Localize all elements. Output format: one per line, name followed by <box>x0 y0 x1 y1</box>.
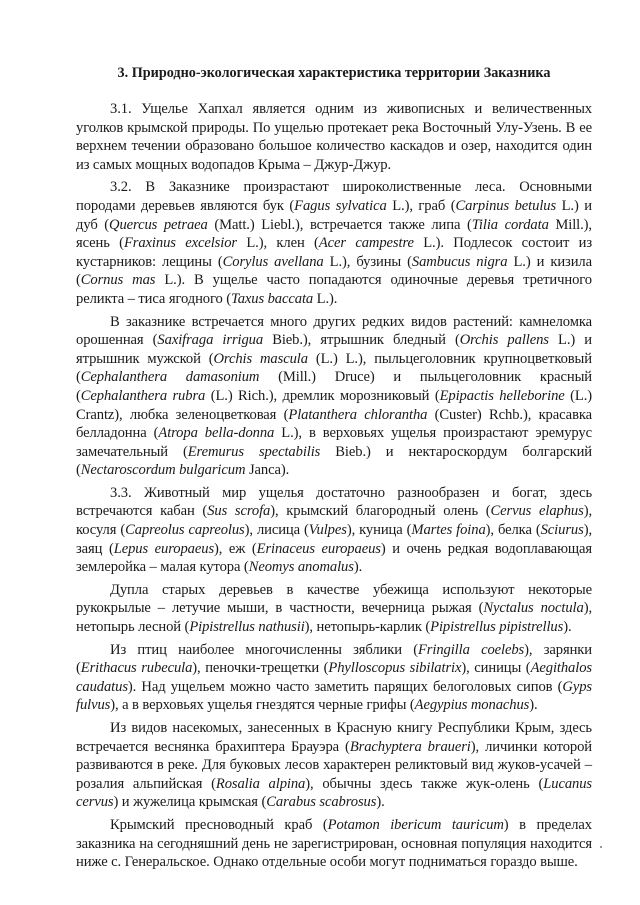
text-run: ) в пределах заказника на сегодняшний день не зарегистрирован, основная популяция находится ниже с. Генеральское. Однако отдельные особи могут подниматься гораздо выше. <box>76 816 592 871</box>
paragraph <box>76 816 592 872</box>
text-run: (Custer) Rchb.), красавка белладонна ( <box>76 406 592 442</box>
paragraph <box>76 581 592 637</box>
text-run: Дупла старых деревьев в качестве убежища используют некоторые рукокрылые – летучие мыши, в частности, вечерница рыжая ( <box>76 581 592 617</box>
section-heading: 3. Природно-экологическая характеристика территории Заказника <box>117 65 551 81</box>
text-run: Janca). <box>245 462 290 479</box>
text-run: (Matt.) Liebl.), встречается также липа ( <box>207 216 472 233</box>
latin-name: Nyctalus noctula <box>483 600 584 617</box>
latin-name: Atropa bella-donna <box>158 425 275 442</box>
latin-name: Taxus baccata <box>231 290 314 307</box>
latin-name: Quercus petraea <box>109 216 208 233</box>
latin-name: Aegithalos caudatus <box>76 660 592 695</box>
document-body <box>76 100 592 872</box>
scan-speck <box>600 846 602 848</box>
text-run: Mill.), ясень ( <box>76 216 592 252</box>
latin-name: Eremurus spectabilis <box>187 443 321 460</box>
latin-name: Nectaroscordum bulgaricum <box>80 462 246 479</box>
text-run: ), нетопырь-карлик ( <box>304 619 431 636</box>
text-run: L.) и дуб ( <box>76 197 592 233</box>
paragraph <box>76 178 592 308</box>
text-run: Крымский пресноводный краб ( <box>110 816 328 833</box>
text-run: ), заяц ( <box>76 522 593 557</box>
latin-name: Orchis pallens <box>459 332 549 349</box>
text-run: (Mill.) Druce) и пыльцеголовник красный ( <box>76 369 592 404</box>
text-run: 3.3. Животный мир ущелья достаточно разнообразен и богат, здесь встречаются кабан ( <box>76 484 592 520</box>
latin-name: Aegypius monachus <box>414 697 530 714</box>
latin-name: Cephalanthera damasonium <box>80 369 260 386</box>
paragraph <box>76 641 592 715</box>
text-run: ). <box>529 697 538 714</box>
text-run: ). <box>376 794 385 811</box>
paragraph <box>76 100 592 174</box>
text-run: Bieb.), ятрышник бледный ( <box>263 332 460 349</box>
text-run: L.). Подлесок состоит из кустарников: лещины ( <box>76 235 593 270</box>
latin-name: Platanthera chlorantha <box>288 406 428 423</box>
text-run: ). Над ущельем можно часто заметить парящих белоголовых сипов ( <box>127 678 563 695</box>
text-run: ), куница ( <box>346 522 412 539</box>
text-run: ), лисица ( <box>244 522 309 539</box>
latin-name: Pipistrellus pipistrellus <box>430 619 564 636</box>
latin-name: Cephalanthera rubra <box>80 387 206 404</box>
text-run: ), белка ( <box>485 522 541 539</box>
latin-name: Lucanus cervus <box>76 775 592 811</box>
latin-name: Pipistrellus nathusii <box>189 619 305 636</box>
text-run: L.), бузины ( <box>323 253 412 270</box>
text-run: L.). В ущелье часто попадаются одиночные деревья третичного реликта – тиса ягодного ( <box>76 272 592 307</box>
text-run: 3.2. В Заказнике произрастают широколиственные леса. Основными породами деревьев являются бук ( <box>76 179 592 214</box>
text-run: L.), в верховьях ущелья произрастают эремурус замечательный ( <box>76 425 593 460</box>
paragraph <box>76 719 592 812</box>
latin-name: Sambucus nigra <box>411 253 508 270</box>
text-run: Из птиц наиболее многочисленны зяблики ( <box>110 641 418 658</box>
text-run: L.) и кизила ( <box>76 253 592 289</box>
text-run: Bieb.) и нектароскордум болгарский ( <box>76 443 593 479</box>
text-run: ), обычны здесь также жук-олень ( <box>305 775 544 792</box>
text-run: ). <box>563 619 572 636</box>
text-run: 3.1. Ущелье Хапхал является одним из живописных и величественных уголков крымской природы. По ущелью протекает река Восточный Улу-Узень. В ее верхнем течении образовано большое количество каскадов и озер, находится один из самых мощных водопадов Крыма – Джур-Джур. <box>76 101 592 173</box>
latin-name: Fagus sylvatica <box>294 197 387 214</box>
text-run: ), личинки которой развиваются в реке. Для буковых лесов характерен реликтовый вид жуков-усачей – розалия альпийская ( <box>76 738 592 792</box>
document-page <box>76 64 592 876</box>
text-run: ), нетопырь лесной ( <box>76 600 592 636</box>
text-run: ). <box>353 559 363 576</box>
latin-name: Phylloscopus sibilatrix <box>328 660 462 677</box>
latin-name: Erithacus rubecula <box>80 660 193 677</box>
text-run: ), крымский благородный олень ( <box>270 503 491 520</box>
text-run: Из видов насекомых, занесенных в Красную книгу Республики Крым, здесь встречается веснянка брахиптера Брауэра ( <box>76 720 592 755</box>
text-run: (L.) L.), пыльцеголовник крупноцветковый ( <box>76 350 592 386</box>
latin-name: Carpinus betulus <box>455 197 557 214</box>
latin-name: Fringilla coelebs <box>417 641 525 658</box>
text-run: L.), клен ( <box>237 235 319 252</box>
text-run: L.) и ятрышник мужской ( <box>76 332 592 367</box>
text-run: ), а в верховьях ущелья гнездятся черные грифы ( <box>110 697 415 714</box>
latin-name: Sciurus <box>540 522 584 539</box>
text-run: ), еж ( <box>214 540 257 557</box>
latin-name: Lepus europaeus <box>113 540 215 557</box>
text-run: ), пеночки-трещетки ( <box>192 660 329 677</box>
latin-name: Carabus scabrosus <box>266 794 377 811</box>
latin-name: Acer campestre <box>318 235 414 252</box>
paragraph <box>76 313 592 480</box>
text-run: В заказнике встречается много других редких видов растений: камнеломка орошенная ( <box>76 313 592 349</box>
text-run: L.). <box>313 290 338 307</box>
latin-name: Fraxinus excelsior <box>123 235 237 252</box>
text-run: (L.) Rich.), дремлик морозниковый ( <box>205 387 440 404</box>
latin-name: Tilia cordata <box>471 216 549 233</box>
latin-name: Martes foina <box>411 522 486 539</box>
text-run: (L.) Crantz), любка зеленоцветковая ( <box>76 387 592 423</box>
latin-name: Capreolus capreolus <box>125 522 245 539</box>
latin-name: Rosalia alpina <box>215 775 306 792</box>
text-run: ) и очень редкая водоплавающая землеройка – малая кутора ( <box>76 540 592 576</box>
latin-name: Vulpes <box>308 522 347 539</box>
latin-name: Saxifraga irrigua <box>157 332 264 349</box>
latin-name: Erinaceus europaeus <box>256 540 381 557</box>
paragraph <box>76 484 592 577</box>
latin-name: Neomys anomalus <box>248 559 354 576</box>
latin-name: Orchis mascula <box>213 350 308 367</box>
latin-name: Brachyptera braueri <box>349 738 471 755</box>
latin-name: Epipactis helleborine <box>439 387 565 404</box>
text-run: L.), граб ( <box>386 197 456 214</box>
text-run: ) и жужелица крымская ( <box>113 794 267 811</box>
latin-name: Sus scrofa <box>207 503 271 520</box>
text-run: ), зарянки ( <box>76 641 592 677</box>
text-run: ), синицы ( <box>461 660 531 677</box>
text-run: ), косуля ( <box>76 503 592 539</box>
latin-name: Gyps fulvus <box>76 678 592 714</box>
latin-name: Potamon ibericum tauricum <box>327 816 504 833</box>
latin-name: Cervus elaphus <box>490 503 584 520</box>
latin-name: Corylus avellana <box>222 253 324 270</box>
latin-name: Cornus mas <box>80 272 156 289</box>
